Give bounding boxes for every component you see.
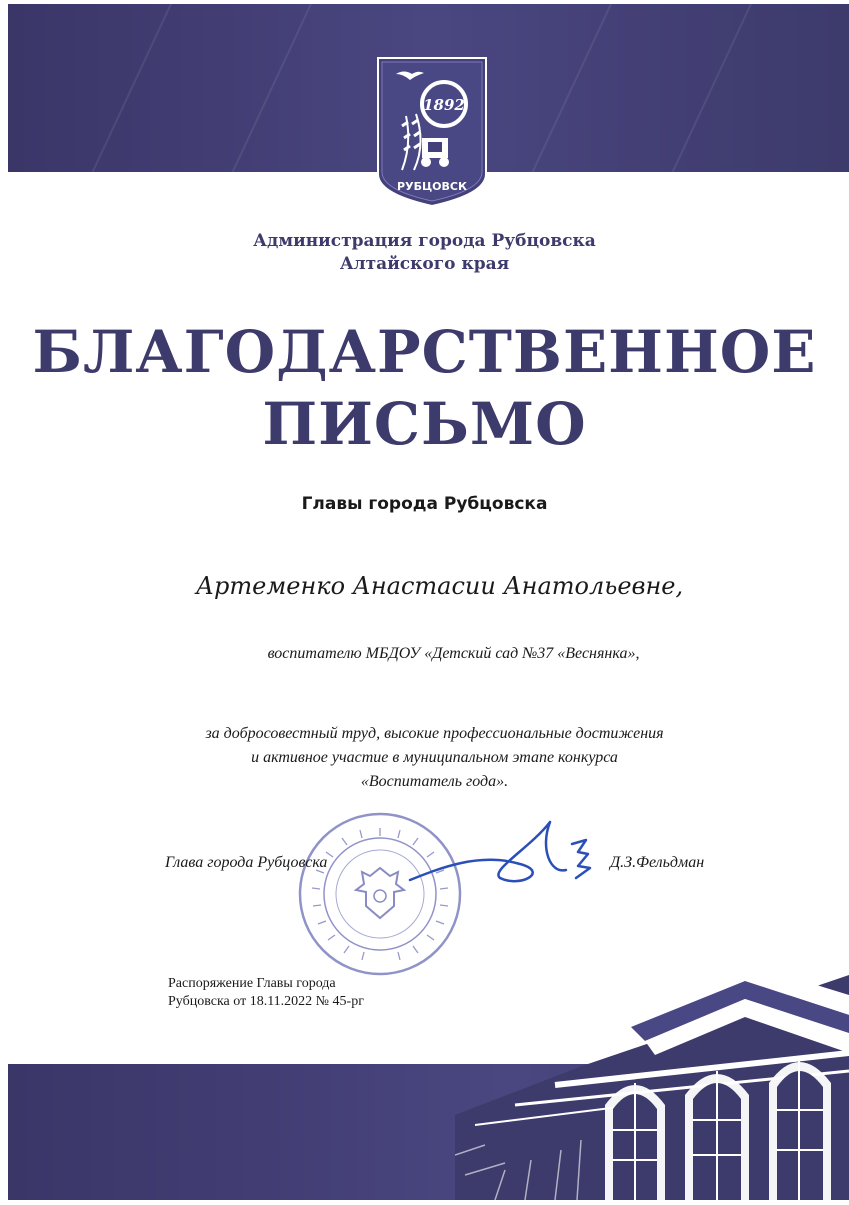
reason-line1: за добросовестный труд, высокие профессиональные достижения (205, 725, 664, 742)
order-line1: Распоряжение Главы города (168, 976, 336, 991)
document-title-line2: ПИСЬМО (262, 390, 587, 458)
city-emblem-icon (376, 56, 488, 208)
building-illustration-icon (455, 955, 849, 1200)
recipient-position: воспитателю МБДОУ «Детский сад №37 «Веснянка», (267, 645, 640, 662)
reason-line2: и активное участие в муниципальном этапе конкурса (251, 749, 618, 766)
emblem-year: 1892 (423, 96, 465, 114)
issuer-line: Главы города Рубцовска (301, 494, 548, 514)
emblem-city: РУБЦОВСК (397, 180, 467, 193)
org-name-line2: Алтайского края (339, 254, 510, 274)
signatory-title: Глава города Рубцовска (165, 854, 328, 871)
document-title-line1: БЛАГОДАРСТВЕННОЕ (32, 318, 817, 386)
reason-text (0, 722, 849, 794)
signatory-name: Д.З.Фельдман (610, 854, 705, 871)
org-name-line1: Администрация города Рубцовска (253, 231, 596, 251)
reason-line3: «Воспитатель года». (360, 773, 509, 790)
order-reference (168, 975, 364, 1011)
order-line2: Рубцовска от 18.11.2022 № 45-рг (168, 994, 364, 1009)
handwritten-signature-icon (400, 818, 600, 898)
recipient-name: Артеменко Анастасии Анатольевне, (195, 572, 684, 600)
